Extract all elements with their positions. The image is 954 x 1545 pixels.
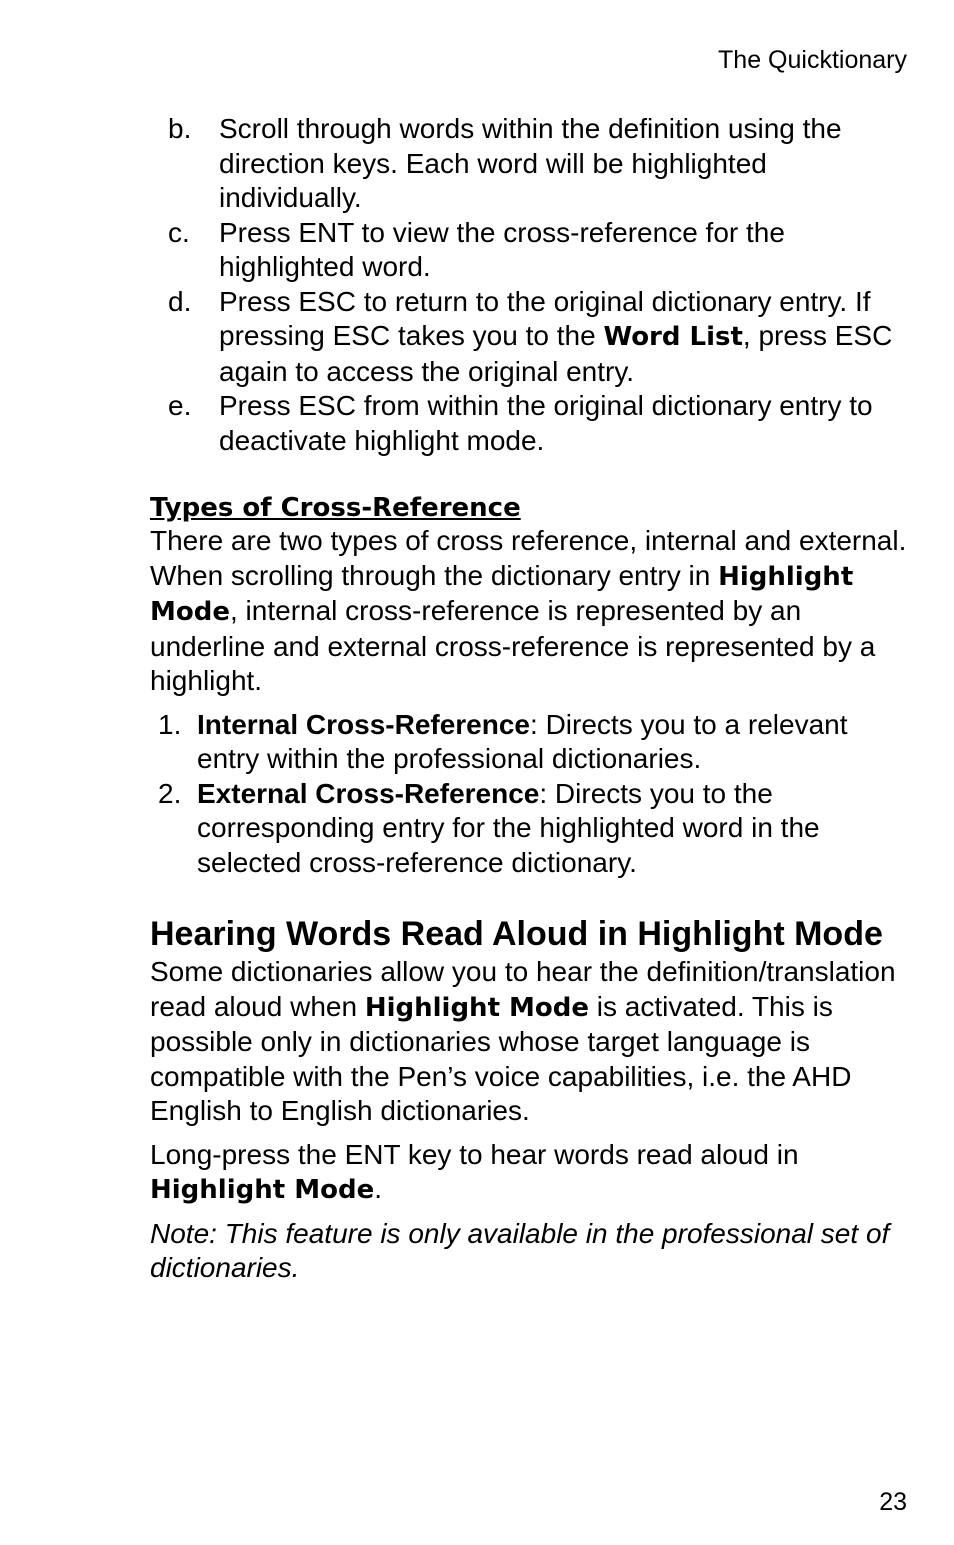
- text-run: Long-press the ENT key to hear words read aloud in: [150, 1138, 799, 1170]
- paragraph: [150, 524, 910, 699]
- cross-reference-list: [158, 708, 910, 881]
- running-head: The Quicktionary: [718, 46, 907, 74]
- text-run: is activated. This is possible only in dictionaries whose target language is compatible with the Pen’s voice capabilities, i.e. the AHD English to English dictionaries.: [150, 990, 852, 1126]
- list-text: [219, 285, 910, 390]
- list-marker: 2.: [158, 777, 182, 809]
- list-text: [197, 777, 910, 881]
- term-external: External Cross-Reference: [197, 777, 540, 809]
- step-list: [168, 112, 910, 458]
- term-internal: Internal Cross-Reference: [197, 708, 531, 740]
- note: Note: This feature is only available in the professional set of dictionaries.: [150, 1217, 890, 1283]
- page-number: 23: [879, 1488, 907, 1516]
- list-marker: e.: [168, 390, 192, 421]
- list-text: Press ENT to view the cross-reference for the highlighted word.: [219, 216, 785, 282]
- term-highlight-mode: Highlight Mode: [364, 992, 590, 1023]
- list-text: [197, 708, 910, 777]
- term-highlight-mode: Highlight Mode: [150, 1175, 375, 1205]
- text-run: , press ESC again to access the original entry.: [219, 320, 893, 387]
- list-item: [158, 777, 910, 881]
- section-subheading: Types of Cross-Reference: [150, 493, 521, 523]
- term-word-list: Word List: [603, 322, 743, 352]
- list-text: Scroll through words within the definition using the direction keys. Each word will be highlighted individually.: [219, 113, 842, 213]
- section-heading: Hearing Words Read Aloud in Highlight Mode: [150, 915, 883, 953]
- paragraph: [150, 955, 910, 1129]
- list-item: [158, 708, 910, 777]
- list-marker: c.: [168, 216, 190, 248]
- page-content: [150, 112, 910, 1286]
- paragraph: [150, 1138, 910, 1208]
- list-marker: d.: [168, 285, 192, 317]
- list-item: [168, 389, 910, 458]
- text-run: Some dictionaries allow you to hear the definition/translation read aloud when: [150, 956, 896, 1022]
- text-run: There are two types of cross reference, internal and external. When scrolling through the dictionary entry in: [150, 525, 907, 591]
- list-marker: 1.: [158, 708, 182, 740]
- list-marker: b.: [168, 113, 192, 144]
- list-item: [168, 216, 910, 285]
- text-run: Press ESC to return to the original dictionary entry. If pressing ESC takes you to the: [219, 285, 871, 351]
- text-run: .: [374, 1173, 382, 1204]
- text-run: : Directs you to a relevant entry within the professional dictionaries.: [197, 708, 848, 774]
- list-text: Press ESC from within the original dictionary entry to deactivate highlight mode.: [219, 390, 873, 456]
- term-highlight-mode: Highlight Mode: [150, 561, 854, 627]
- list-item: [168, 112, 910, 216]
- text-run: : Directs you to the corresponding entry for the highlighted word in the selected cross-reference dictionary.: [197, 777, 820, 878]
- list-item: [168, 285, 910, 390]
- text-run: , internal cross-reference is represented by an underline and external cross-reference is represented by a highlight.: [150, 595, 876, 696]
